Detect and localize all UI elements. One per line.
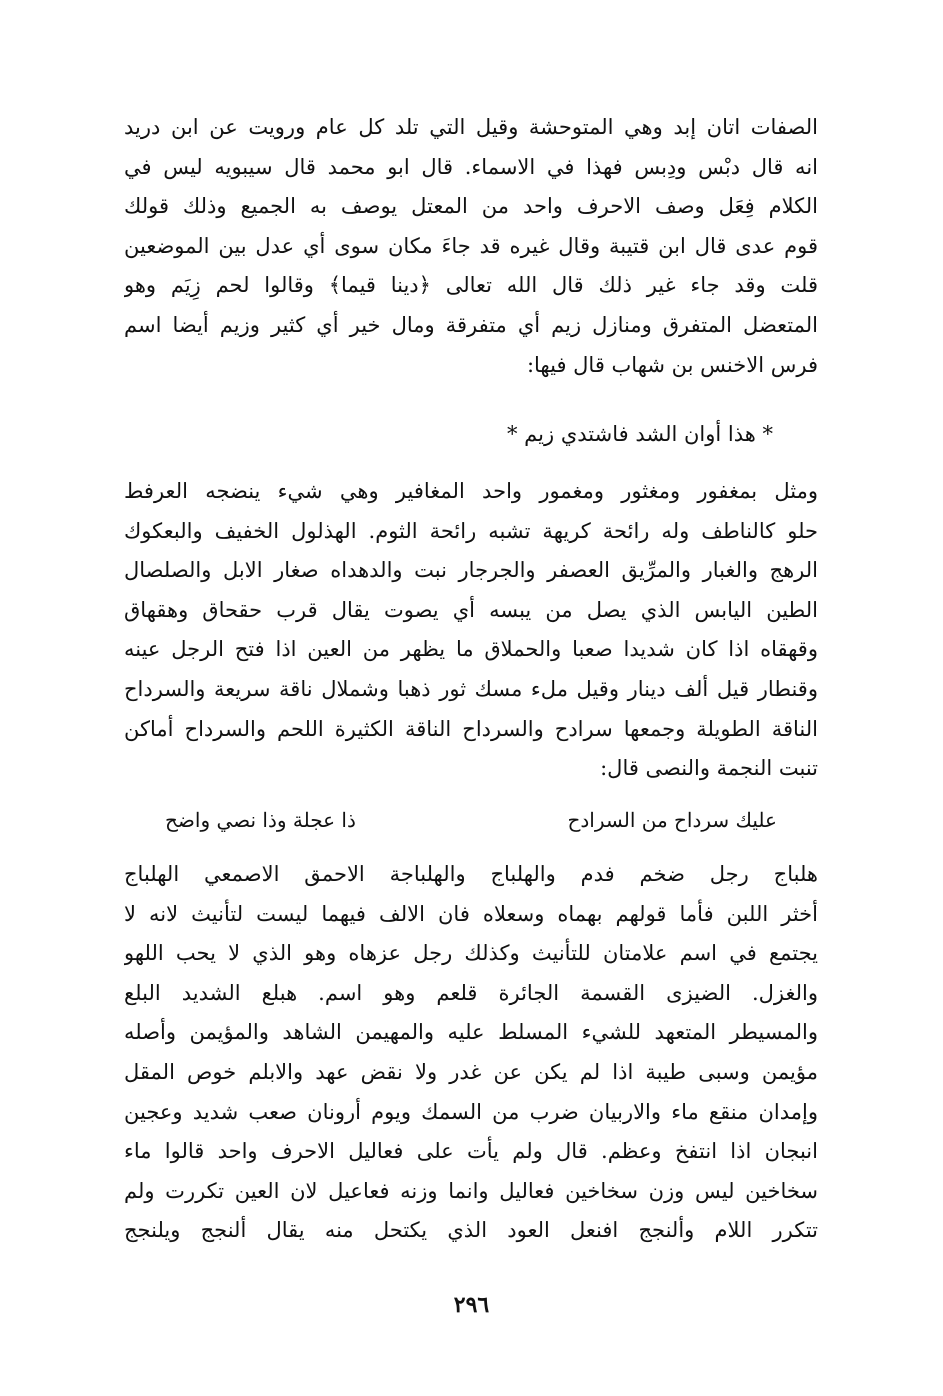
text-line: ومثل بمغفور ومغثور ومغمور واحد المغافير وهي شيء ينضجه العرفط [124, 479, 818, 503]
text-line: مؤيمن وسبى طيبة اذا لم يكن عن غدر ولا نقض عهد والابلم خوص المقل [124, 1059, 818, 1084]
second-hemistich: ذا عجلة وذا نصي واضح [165, 808, 356, 832]
text-line: والغزل. الضيزى القسمة الجائرة قلعم وهو اسم. هبلع الشديد البلع [124, 980, 818, 1005]
verse-quote: * هذا أوان الشد فاشتدي زيم * [507, 422, 773, 446]
paragraph-1 [124, 108, 818, 385]
text-line: وقنطار قيل ألف دينار وقيل ملء مسك ثور ذهبا وشملال ناقة سريعة والسرداح [124, 676, 818, 701]
text-line: انبجان اذا انتفخ وعظم. قال ولم يأت على فعاليل الاحرف واحد قالوا ماء [124, 1139, 818, 1164]
text-line: قوم عدى قال ابن قتيبة وقال غيره قد جاءَ مكان سوى أي عدل بين الموضعين [124, 233, 818, 258]
text-line: الناقة الطويلة وجمعها سرادح والسرداح الناقة الكثيرة اللحم والسرداح أماكن [124, 716, 818, 741]
text-line: أخثر اللبن فأما قولهم بهماه وسعلاه فان الالف فيهما ليست لتأنيث لانه لا [124, 901, 818, 926]
text-line: انه قال دبْس ودِبس فهذا في الاسماء. قال ابو محمد قال سيبويه ليس في [124, 154, 818, 179]
paragraph-3 [124, 855, 818, 1251]
text-line: وقهقاه اذا كان شديدا صعبا والحملاق ما يظهر من العين اذا فتح الرجل عينه [124, 637, 818, 662]
page-number: ٢٩٦ [453, 1292, 490, 1318]
text-line: سخاخين ليس وزن سخاخين فعاليل وانما وزنه فعاعيل لان العين تكررت ولم [124, 1178, 818, 1203]
text-line: يجتمع في اسم علامتان للتأنيث وكذلك رجل عزهاه وهو الذي لا يحب اللهو [124, 941, 818, 966]
verse-couplet [165, 800, 777, 840]
text-line: تنبت النجمة والنصى قال: [600, 756, 818, 781]
text-line: الرهج والغبار والمرِّيق العصفر والجرجار نبت والدهداه صغار الابل والصلصال [124, 558, 818, 583]
text-line: وإمدان منقع ماء والاربيان ضرب من السمك ويوم أرونان صعب شديد وعجين [124, 1099, 818, 1124]
text-line: والمسيطر المتعهد للشيء المسلط عليه والمهيمن الشاهد والمؤيمن وأصله [124, 1020, 818, 1045]
text-line: فرس الاخنس بن شهاب قال فيها: [526, 352, 818, 377]
paragraph-2 [124, 472, 818, 789]
text-line: الطين اليابس الذي يصل من يبسه أي يصوت يقال قرب حقحاق وهقهاق [124, 597, 818, 622]
text-line: الكلام فِعَل وصف الاحرف واحد من المعتل يوصف به الجميع وذلك قولك [124, 194, 818, 219]
text-line: هلباج رجل ضخم فدم والهلباج والهلباجة الاحمق الاصمعي الهلباج [124, 862, 818, 886]
text-line: المتعضل المتفرق ومنازل زيم أي متفرقة ومال خير أي كثير وزيم أيضا اسم [124, 312, 818, 337]
text-line: قلت وقد جاء غير ذلك قال الله تعالى ﴿دينا قيما﴾ وقالوا لحم زِيَم وهو [124, 273, 818, 298]
first-hemistich: عليك سرداح من السرادح [567, 808, 777, 832]
text-line: الصفات اتان إبد وهي المتوحشة وقيل التي تلد كل عام ورويت عن ابن دريد [124, 115, 818, 139]
text-line: تتكرر اللام وألنجج افنعل العود الذي يكتحل منه يقال ألنجج ويلنجج [124, 1218, 818, 1243]
text-line: حلو كالناطف وله رائحة كريهة تشبه رائحة الثوم. الهذلول الخفيف والبعكوك [124, 518, 818, 543]
